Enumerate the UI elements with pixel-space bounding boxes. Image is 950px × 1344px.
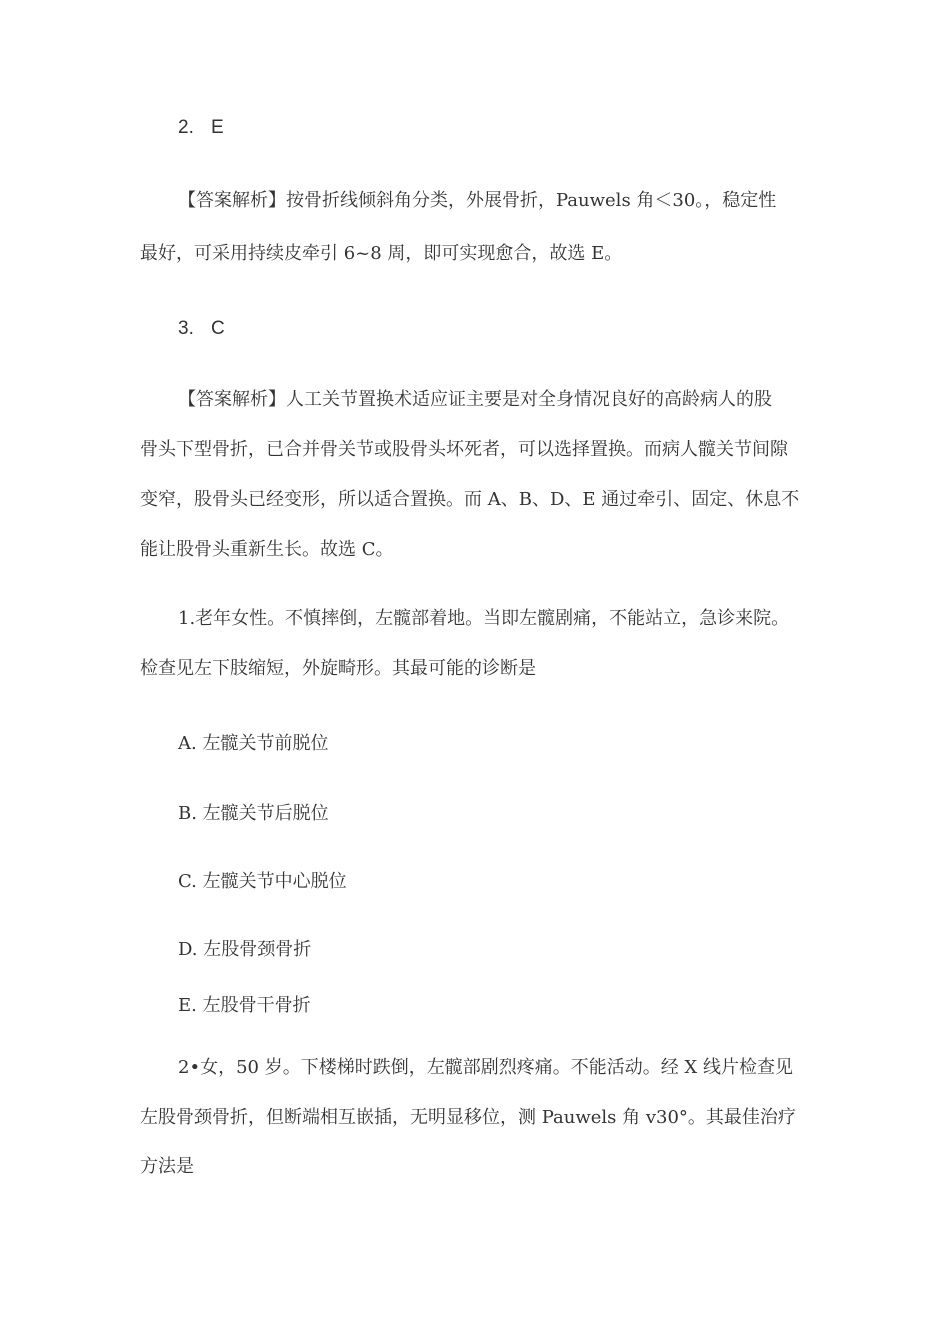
question-2-line-1: 2•女，50 岁。下楼梯时跌倒，左髋部剧烈疼痛。不能活动。经 X 线片检查见 bbox=[178, 1057, 793, 1078]
answer-3-analysis-line-2: 骨头下型骨折，已合并骨关节或股骨头坏死者，可以选择置换。而病人髋关节间隙 bbox=[140, 439, 788, 460]
question-1-option-e: E. 左股骨干骨折 bbox=[178, 995, 311, 1016]
question-1-option-c: C. 左髋关节中心脱位 bbox=[178, 871, 347, 892]
answer-3-heading bbox=[178, 317, 225, 341]
answer-3-analysis-line-4: 能让股骨头重新生长。故选 C。 bbox=[140, 539, 394, 560]
question-1-option-a: A. 左髋关节前脱位 bbox=[178, 733, 329, 754]
question-1-line-2: 检查见左下肢缩短，外旋畸形。其最可能的诊断是 bbox=[140, 658, 536, 679]
question-2-line-2: 左股骨颈骨折，但断端相互嵌插，无明显移位，测 Pauwels 角 v30°。其最佳治疗 bbox=[140, 1107, 796, 1128]
answer-number: 2. bbox=[178, 117, 194, 138]
question-1-option-b: B. 左髋关节后脱位 bbox=[178, 803, 329, 824]
answer-2-heading bbox=[178, 116, 224, 140]
question-1-option-d: D. 左股骨颈骨折 bbox=[178, 939, 312, 960]
answer-3-analysis-line-3: 变窄，股骨头已经变形，所以适合置换。而 A、B、D、E 通过牵引、固定、休息不 bbox=[140, 489, 800, 510]
answer-letter: C bbox=[211, 318, 225, 339]
answer-number: 3. bbox=[178, 318, 194, 339]
answer-2-analysis-line-1: 【答案解析】按骨折线倾斜角分类，外展骨折，Pauwels 角＜30。，稳定性 bbox=[178, 190, 777, 211]
answer-2-analysis-line-2: 最好，可采用持续皮牵引 6~8 周，即可实现愈合，故选 E。 bbox=[140, 243, 623, 264]
answer-3-analysis-line-1: 【答案解析】人工关节置换术适应证主要是对全身情况良好的高龄病人的股 bbox=[178, 389, 772, 410]
question-2-line-3: 方法是 bbox=[140, 1156, 194, 1177]
answer-letter: E bbox=[211, 117, 224, 138]
question-1-line-1: 1.老年女性。不慎摔倒，左髋部着地。当即左髋剧痛，不能站立，急诊来院。 bbox=[178, 608, 790, 629]
